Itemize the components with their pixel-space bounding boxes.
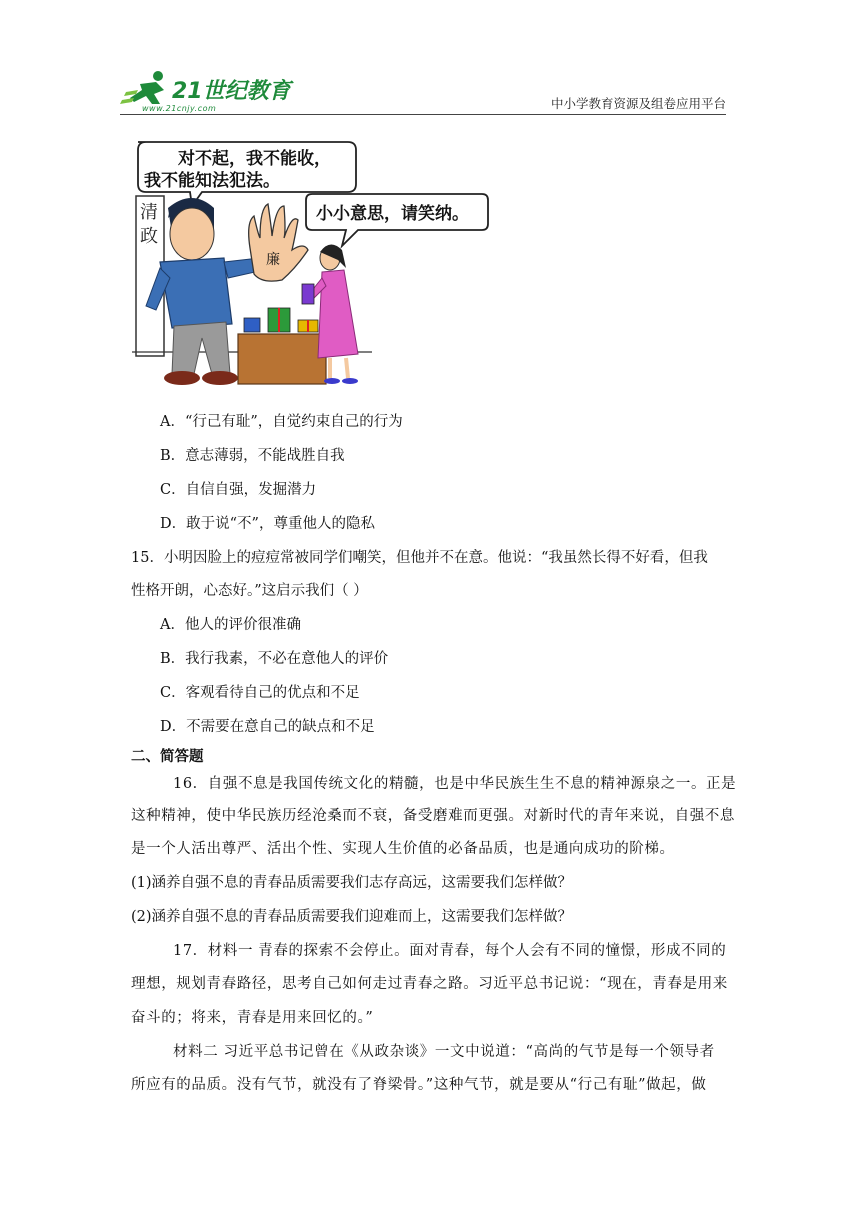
q14-option-c: C．自信自强，发掘潜力 <box>160 482 317 498</box>
site-logo <box>120 68 300 114</box>
q15-stem-line1: 15．小明因脸上的痘痘常被同学们嘲笑，但他并不在意。他说：“我虽然长得不好看，但我 <box>131 550 708 566</box>
page-header <box>120 64 726 118</box>
logo-text: 21世纪教育 <box>172 79 291 104</box>
q17-material2-line2: 所应有的品质。没有气节，就没有了脊梁骨。”这种气节，就是要从“行己有耻”做起，做 <box>131 1077 707 1093</box>
platform-name: 中小学教育资源及组卷应用平台 <box>550 96 726 111</box>
q16-line3: 是一个人活出尊严、活出个性、实现人生价值的必备品质，也是通向成功的阶梯。 <box>131 841 675 857</box>
bubble-right-text: 小小意思，请笑纳。 <box>316 204 469 224</box>
header-divider <box>120 114 726 115</box>
q16-line1: 16．自强不息是我国传统文化的精髓，也是中华民族生生不息的精神源泉之一。正是 <box>173 776 737 792</box>
raised-palm <box>249 204 308 281</box>
banner-char-1: 清 <box>140 202 158 223</box>
banner-char-2: 政 <box>140 226 158 247</box>
q16-sub2: (2)涵养自强不息的青春品质需要我们迎难而上，这需要我们怎样做？ <box>131 909 573 925</box>
q17-material1-line3: 奋斗的；将来，青春是用来回忆的。” <box>131 1010 374 1026</box>
q17-material2-line1: 材料二 习近平总书记曾在《从政杂谈》一文中说道：“高尚的气节是每一个领导者 <box>173 1044 715 1060</box>
q16-line2: 这种精神，使中华民族历经沧桑而不衰，备受磨难而更强。对新时代的青年来说，自强不息 <box>131 808 735 824</box>
q15-option-c: C．客观看待自己的优点和不足 <box>160 685 360 701</box>
palm-char: 廉 <box>266 252 280 268</box>
q14-option-d: D．敢于说“不”，尊重他人的隐私 <box>160 516 375 532</box>
q15-option-a: A．他人的评价很准确 <box>160 617 301 633</box>
section-title: 二、简答题 <box>131 749 204 765</box>
q16-sub1: (1)涵养自强不息的青春品质需要我们志存高远，这需要我们怎样做？ <box>131 875 573 891</box>
q15-stem-line2: 性格开朗，心态好。”这启示我们（ ） <box>131 583 368 599</box>
q14-option-b: B．意志薄弱，不能战胜自我 <box>160 448 345 464</box>
bubble-left-line1: 对不起，我不能收， <box>178 149 331 169</box>
q17-material1-line1: 17．材料一 青春的探索不会停止。面对青春，每个人会有不同的憧憬，形成不同的 <box>173 943 727 959</box>
logo-url: www.21cnjy.com <box>142 104 217 113</box>
table <box>238 334 326 384</box>
bubble-left-line2: 我不能知法犯法。 <box>144 171 280 191</box>
q17-material1-line2: 理想，规划青春路径，思考自己如何走过青春之路。习近平总书记说：“现在，青春是用来 <box>131 976 728 992</box>
q15-option-b: B．我行我素，不必在意他人的评价 <box>160 651 389 667</box>
q14-option-a: A．“行己有耻”，自觉约束自己的行为 <box>160 414 403 430</box>
cartoon-illustration <box>132 138 492 388</box>
q15-option-d: D．不需要在意自己的缺点和不足 <box>160 719 375 735</box>
